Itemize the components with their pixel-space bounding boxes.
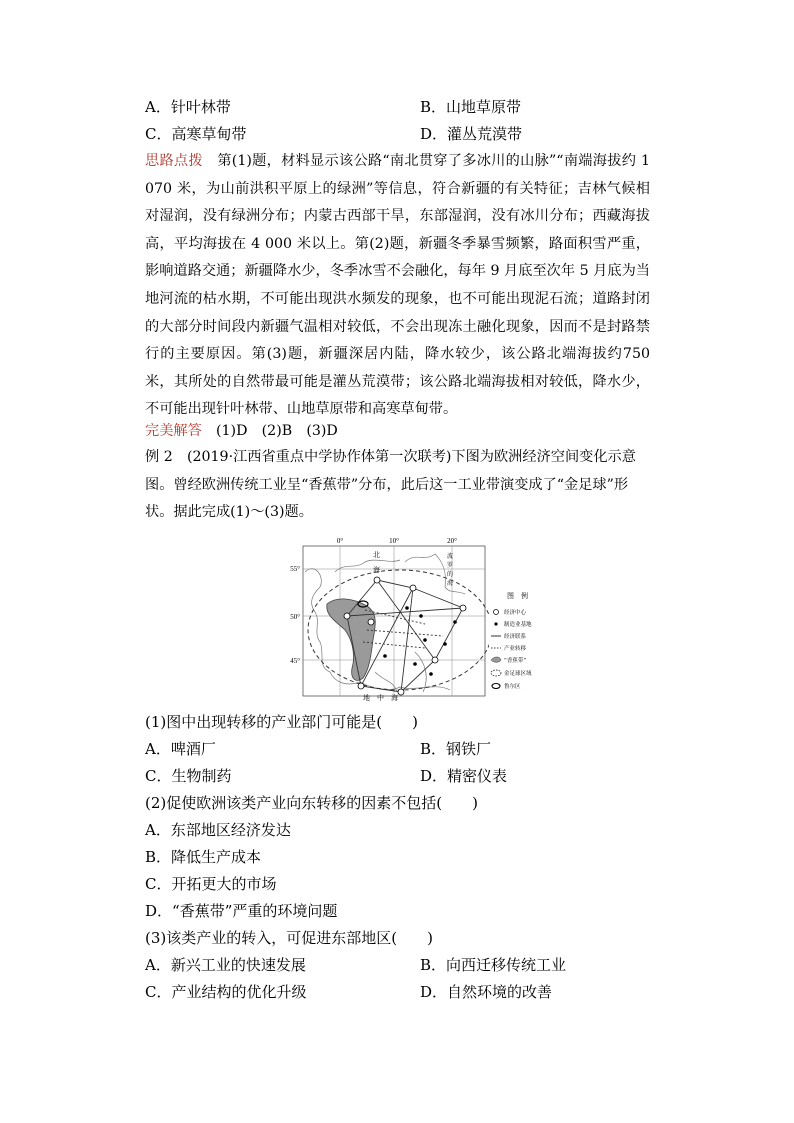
q3-stem: (3)该类产业的转入，可促进东部地区( ) <box>145 929 433 947</box>
answer-text: (1)D (2)B (3)D <box>215 423 338 439</box>
q1-stem: (1)图中出现转移的产业部门可能是( ) <box>145 713 418 731</box>
q3-option-c: C．产业结构的优化升级 <box>145 983 307 1001</box>
sea-baltic-2: 罗 <box>447 562 454 569</box>
analysis-label: 思路点拨 <box>145 153 203 169</box>
sea-north-2: 海 <box>373 566 380 574</box>
europe-economy-map <box>275 532 551 702</box>
analysis-paragraph <box>145 148 650 424</box>
lat-50: 50° <box>290 613 300 621</box>
map-legend <box>489 584 549 700</box>
legend-ruhr: 鲁尔区 <box>504 684 521 690</box>
sea-north-1: 北 <box>373 551 380 559</box>
option-a: A．针叶林带 <box>145 98 231 116</box>
sea-baltic-3: 的 <box>447 571 454 578</box>
q2-option-a: A．东部地区经济发达 <box>145 821 291 839</box>
legend-football: 金足球区域 <box>504 671 532 677</box>
lon-0: 0° <box>336 537 344 545</box>
legend-base-icon <box>494 622 497 625</box>
q2-option-d: D．“香蕉带”严重的环境问题 <box>145 902 338 920</box>
example-label: 例 2 <box>145 449 173 465</box>
option-b: B．山地草原带 <box>420 98 522 116</box>
q1-option-a: A．啤酒厂 <box>145 740 216 758</box>
legend-banana: “香蕉带” <box>504 658 527 664</box>
q3-option-b: B．向西迁移传统工业 <box>420 956 567 974</box>
legend-link: 经济联系 <box>504 634 527 640</box>
answer-label: 完美解答 <box>145 423 202 439</box>
example-text: (2019·江西省重点中学协作体第一次联考)下图为欧洲经济空间变化示意图。曾经欧洲传统工业呈“香蕉带”分布，此后这一工业带演变成了“金足球”形状。据此完成(1)～(3)题。 <box>145 449 636 521</box>
sea-baltic-4: 海 <box>447 580 454 587</box>
q2-option-c: C．开拓更大的市场 <box>145 875 277 893</box>
q2-stem: (2)促使欧洲该类产业向东转移的因素不包括( ) <box>145 794 478 812</box>
q3-option-a: A．新兴工业的快速发展 <box>145 956 306 974</box>
q1-option-d: D．精密仪表 <box>420 767 508 785</box>
answer-line <box>145 421 338 441</box>
legend-transfer: 产业转移 <box>504 646 527 652</box>
lon-10: 10° <box>389 537 399 545</box>
legend-center-icon <box>494 610 499 615</box>
legend-base: 制造业基地 <box>504 622 532 628</box>
q2-option-b: B．降低生产成本 <box>145 848 262 866</box>
example-paragraph <box>145 444 650 527</box>
lat-55: 55° <box>290 565 300 573</box>
legend-title: 图 例 <box>507 592 528 600</box>
q3-option-d: D．自然环境的改善 <box>420 983 553 1001</box>
sea-baltic-1: 波 <box>447 553 454 560</box>
legend-center: 经济中心 <box>504 610 527 616</box>
sea-med: 地 中 海 <box>363 694 398 702</box>
option-c: C．高寒草甸带 <box>145 125 247 143</box>
analysis-text: 第(1)题，材料显示该公路“南北贯穿了多冰川的山脉”“南端海拔约 1 070 米，为山前洪积平原上的绿洲”等信息，符合新疆的有关特征；吉林气候相对湿润，没有绿洲分布；内蒙古西部干旱，东部湿润，没有冰川分布；西藏海拔高，平均海拔在 4 000 米以上。第(2)题，新疆冬季暴雪频繁，路面积雪严重，影响道路交通；新疆降水少，冬季冰雪不会融化，每年 9 月底至次年 5 月底为当地河流的枯水期，不可能出现洪水频发的现象，也不可能出现泥石流；道路封闭的大部分时间段内新疆气温相对较低，不会出现冻土融化现象，因而不是封路禁行的主要原因。第(3)题，新疆深居内陆，降水较少，该公路北端海拔约750 米，其所处的自然带最可能是灌丛荒漠带；该公路北端海拔相对较低，降水少，不可能出现针叶林带、山地草原带和高寒草甸带。 <box>145 153 650 418</box>
option-d: D．灌丛荒漠带 <box>420 125 523 143</box>
q1-option-c: C．生物制药 <box>145 767 232 785</box>
lon-20: 20° <box>447 537 457 545</box>
lat-45: 45° <box>290 657 300 665</box>
q1-option-b: B．钢铁厂 <box>420 740 492 758</box>
